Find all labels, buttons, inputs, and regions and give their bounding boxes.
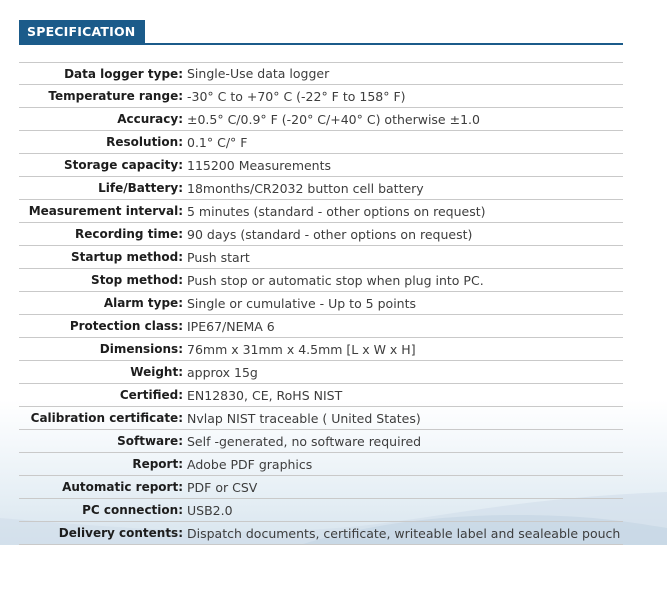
section-title-badge: SPECIFICATION — [19, 20, 145, 43]
spec-row — [19, 85, 623, 108]
spec-label: Stop method: — [91, 273, 183, 287]
spec-row — [19, 200, 623, 223]
spec-value: USB2.0 — [187, 502, 233, 518]
spec-label: Data logger type: — [64, 66, 183, 81]
spec-label: Dimensions: — [99, 342, 183, 356]
spec-row — [19, 154, 623, 177]
spec-row — [19, 430, 623, 453]
spec-label: Temperature range: — [48, 89, 183, 103]
spec-label: Accuracy: — [117, 112, 183, 126]
spec-value: Single-Use data logger — [187, 66, 330, 81]
spec-label: Weight: — [130, 365, 183, 379]
spec-value: IPE67/NEMA 6 — [187, 318, 275, 334]
spec-label: Resolution: — [106, 135, 183, 149]
spec-value: Self -generated, no software required — [187, 433, 422, 449]
spec-row — [19, 292, 623, 315]
spec-label: Report: — [132, 457, 183, 471]
spec-label: Startup method: — [71, 250, 183, 264]
specification-table — [19, 62, 623, 545]
spec-label: Automatic report: — [62, 480, 183, 494]
spec-row — [19, 522, 623, 545]
spec-value: 0.1° C/° F — [187, 134, 248, 150]
spec-row — [19, 338, 623, 361]
spec-value: Nvlap NIST traceable ( United States) — [187, 410, 421, 426]
spec-row — [19, 246, 623, 269]
spec-value: Dispatch documents, certificate, writeable label and sealeable pouch — [187, 525, 621, 541]
spec-value: 90 days (standard - other options on request) — [187, 226, 473, 242]
spec-value: PDF or CSV — [187, 479, 258, 495]
spec-label: Calibration certificate: — [30, 411, 183, 425]
spec-row — [19, 453, 623, 476]
spec-row — [19, 177, 623, 200]
spec-value: Push start — [187, 249, 250, 265]
spec-value: 115200 Measurements — [187, 157, 332, 173]
spec-row — [19, 407, 623, 430]
spec-value: 18months/CR2032 button cell battery — [187, 180, 424, 196]
spec-row — [19, 223, 623, 246]
spec-label: Alarm type: — [103, 296, 183, 310]
spec-row — [19, 384, 623, 407]
spec-row — [19, 62, 623, 85]
spec-value: 76mm x 31mm x 4.5mm [L x W x H] — [187, 341, 416, 357]
spec-label: Storage capacity: — [63, 158, 183, 172]
spec-label: Software: — [117, 434, 183, 448]
spec-label: Certified: — [119, 388, 183, 402]
spec-row — [19, 499, 623, 522]
spec-row — [19, 131, 623, 154]
spec-label: Recording time: — [75, 227, 183, 241]
section-title-rule — [19, 43, 623, 45]
spec-row — [19, 476, 623, 499]
spec-value: -30° C to +70° C (-22° F to 158° F) — [187, 88, 406, 104]
spec-row — [19, 361, 623, 384]
spec-row — [19, 269, 623, 292]
spec-row — [19, 315, 623, 338]
spec-value: Push stop or automatic stop when plug into PC. — [187, 272, 484, 288]
spec-row — [19, 108, 623, 131]
spec-value: ±0.5° C/0.9° F (-20° C/+40° C) otherwise ±1.0 — [187, 111, 480, 127]
spec-value: Adobe PDF graphics — [187, 456, 313, 472]
spec-label: Measurement interval: — [28, 204, 183, 218]
spec-label: Life/Battery: — [98, 181, 183, 195]
spec-value: approx 15g — [187, 364, 258, 380]
spec-value: Single or cumulative - Up to 5 points — [187, 295, 417, 311]
spec-value: 5 minutes (standard - other options on request) — [187, 203, 486, 219]
spec-label: Delivery contents: — [58, 526, 183, 540]
spec-label: Protection class: — [69, 319, 183, 333]
spec-label: PC connection: — [82, 503, 183, 517]
spec-value: EN12830, CE, RoHS NIST — [187, 387, 343, 403]
